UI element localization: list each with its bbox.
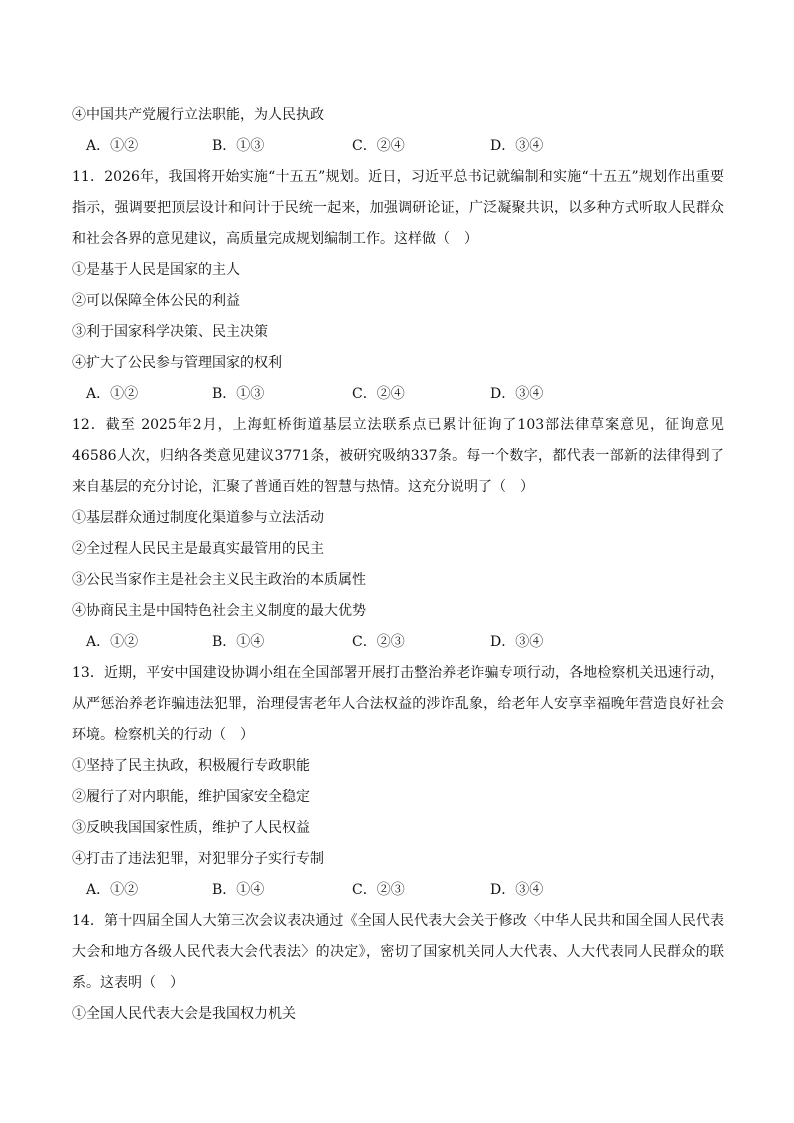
q12-item-2: ②全过程人民民主是最真实最管用的民主 xyxy=(72,541,324,557)
q14-item-1: ①全国人民代表大会是我国权力机关 xyxy=(72,1006,296,1022)
q10-item-4: ④中国共产党履行立法职能，为人民执政 xyxy=(72,107,324,123)
q12-item-4: ④协商民主是中国特色社会主义制度的最大优势 xyxy=(72,603,366,619)
q11-option-a: A．①② xyxy=(86,386,139,402)
q13-options xyxy=(72,875,724,906)
q10-option-d: D．③④ xyxy=(490,138,544,154)
q12-option-c: C．②③ xyxy=(352,634,405,650)
q11-option-b: B．①③ xyxy=(212,386,265,402)
q11-item-4: ④扩大了公民参与管理国家的权利 xyxy=(72,355,282,371)
q12-option-b: B．①④ xyxy=(212,634,265,650)
q10-options xyxy=(72,131,724,162)
q11-option-c: C．②④ xyxy=(352,386,405,402)
q12-options xyxy=(72,627,724,658)
q11-item-1: ①是基于人民是国家的主人 xyxy=(72,262,240,278)
q12-option-a: A．①② xyxy=(86,634,139,650)
q11-stem: 11．2026年，我国将开始实施“十五五”规划。近日，习近平总书记就编制和实施“十五五”规划作出重要指示，强调要把顶层设计和问计于民统一起来，加强调研论证，广泛凝聚共识，以多种方式听取人民群众和社会各界的意见建议，高质量完成规划编制工作。这样做（ ） xyxy=(72,169,724,247)
q10-option-b: B．①③ xyxy=(212,138,265,154)
q14-stem: 14．第十四届全国人大第三次会议表决通过《全国人民代表大会关于修改〈中华人民共和国全国人民代表大会和地方各级人民代表大会代表法〉的决定》，密切了国家机关同人大代表、人大代表同人民群众的联系。这表明（ ） xyxy=(72,913,724,991)
q11-item-3: ③利于国家科学决策、民主决策 xyxy=(72,324,268,340)
q13-option-c: C．②③ xyxy=(352,882,405,898)
q11-options xyxy=(72,379,724,410)
q13-option-d: D．③④ xyxy=(490,882,544,898)
exam-page xyxy=(72,100,724,1030)
q12-option-d: D．③④ xyxy=(490,634,544,650)
q10-option-a: A．①② xyxy=(86,138,139,154)
q13-item-2: ②履行了对内职能，维护国家安全稳定 xyxy=(72,789,310,805)
q13-option-b: B．①④ xyxy=(212,882,265,898)
q12-item-1: ①基层群众通过制度化渠道参与立法活动 xyxy=(72,510,324,526)
q13-item-3: ③反映我国国家性质，维护了人民权益 xyxy=(72,820,310,836)
q13-stem: 13．近期，平安中国建设协调小组在全国部署开展打击整治养老诈骗专项行动，各地检察机关迅速行动，从严惩治养老诈骗违法犯罪，治理侵害老年人合法权益的涉诈乱象，给老年人安享幸福晚年营造良好社会环境。检察机关的行动（ ） xyxy=(72,665,724,743)
q10-option-c: C．②④ xyxy=(352,138,405,154)
q11-option-d: D．③④ xyxy=(490,386,544,402)
q12-item-3: ③公民当家作主是社会主义民主政治的本质属性 xyxy=(72,572,366,588)
q11-item-2: ②可以保障全体公民的利益 xyxy=(72,293,240,309)
q13-item-4: ④打击了违法犯罪，对犯罪分子实行专制 xyxy=(72,851,324,867)
q13-option-a: A．①② xyxy=(86,882,139,898)
q12-stem: 12．截至 2025年2月，上海虹桥街道基层立法联系点已累计征询了103部法律草案意见，征询意见46586人次，归纳各类意见建议3771条，被研究吸纳337条。每一个数字，都代表一部新的法律得到了来自基层的充分讨论，汇聚了普通百姓的智慧与热情。这充分说明了（ ） xyxy=(72,417,724,495)
q13-item-1: ①坚持了民主执政，积极履行专政职能 xyxy=(72,758,310,774)
